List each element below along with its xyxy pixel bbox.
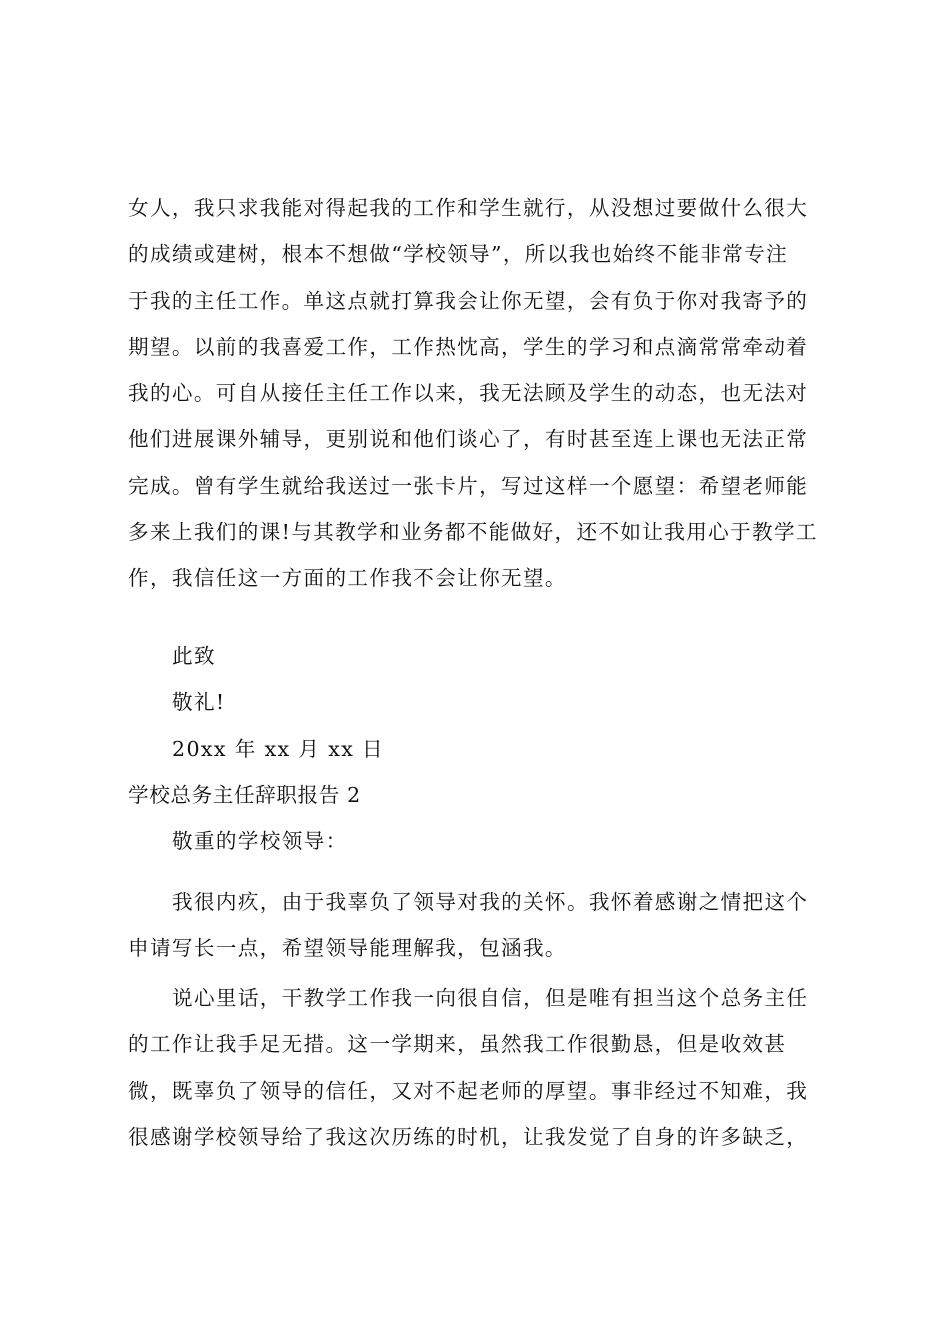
text-line: 的成绩或建树，根本不想做“学校领导”，所以我也始终不能非常专注 (128, 242, 789, 267)
letter-salutation: 敬重的学校领导： (172, 829, 348, 854)
text-line: 多来上我们的课!与其教学和业务都不能做好，还不如让我用心于教学工 (128, 520, 818, 545)
text-line: 女人，我只求我能对得起我的工作和学生就行，从没想过要做什么很大 (128, 196, 809, 220)
closing-regards: 敬礼! (172, 690, 226, 715)
text-line: 于我的主任工作。单这点就打算我会让你无望，会有负于你对我寄予的 (128, 288, 809, 313)
text-line: 微，既辜负了领导的信任，又对不起老师的厚望。事非经过不知难，我 (128, 1078, 809, 1103)
text-line: 期望。以前的我喜爱工作，工作热忱高，学生的学习和点滴常常牵动着 (128, 334, 809, 359)
letter-date: 20xx 年 xx 月 xx 日 (172, 736, 385, 761)
text-line: 完成。曾有学生就给我送过一张卡片，写过这样一个愿望：希望老师能 (128, 473, 809, 498)
section-title: 学校总务主任辞职报告 2 (128, 782, 361, 807)
closing-salutation: 此致 (172, 644, 216, 668)
closing-block (128, 633, 832, 864)
text-line: 我很内疚，由于我辜负了领导对我的关怀。我怀着感谢之情把这个 (172, 890, 809, 914)
text-line: 的工作让我手足无措。这一学期来，虽然我工作很勤恳，但是收效甚 (128, 1032, 787, 1057)
paragraph-2 (128, 975, 832, 1160)
text-line: 说心里话，干教学工作我一向很自信，但是唯有担当这个总务主任 (172, 986, 809, 1010)
continuation-paragraph (128, 185, 832, 602)
text-line: 很感谢学校领导给了我这次历练的时机，让我发觉了自身的许多缺乏， (128, 1124, 809, 1149)
text-line: 申请写长一点，希望领导能理解我，包涵我。 (128, 936, 567, 961)
text-line: 他们进展课外辅导，更别说和他们谈心了，有时甚至连上课也无法正常 (128, 427, 809, 452)
text-line: 我的心。可自从接任主任工作以来，我无法顾及学生的动态，也无法对 (128, 381, 809, 406)
paragraph-1 (128, 879, 832, 972)
text-line: 作，我信任这一方面的工作我不会让你无望。 (128, 566, 567, 591)
